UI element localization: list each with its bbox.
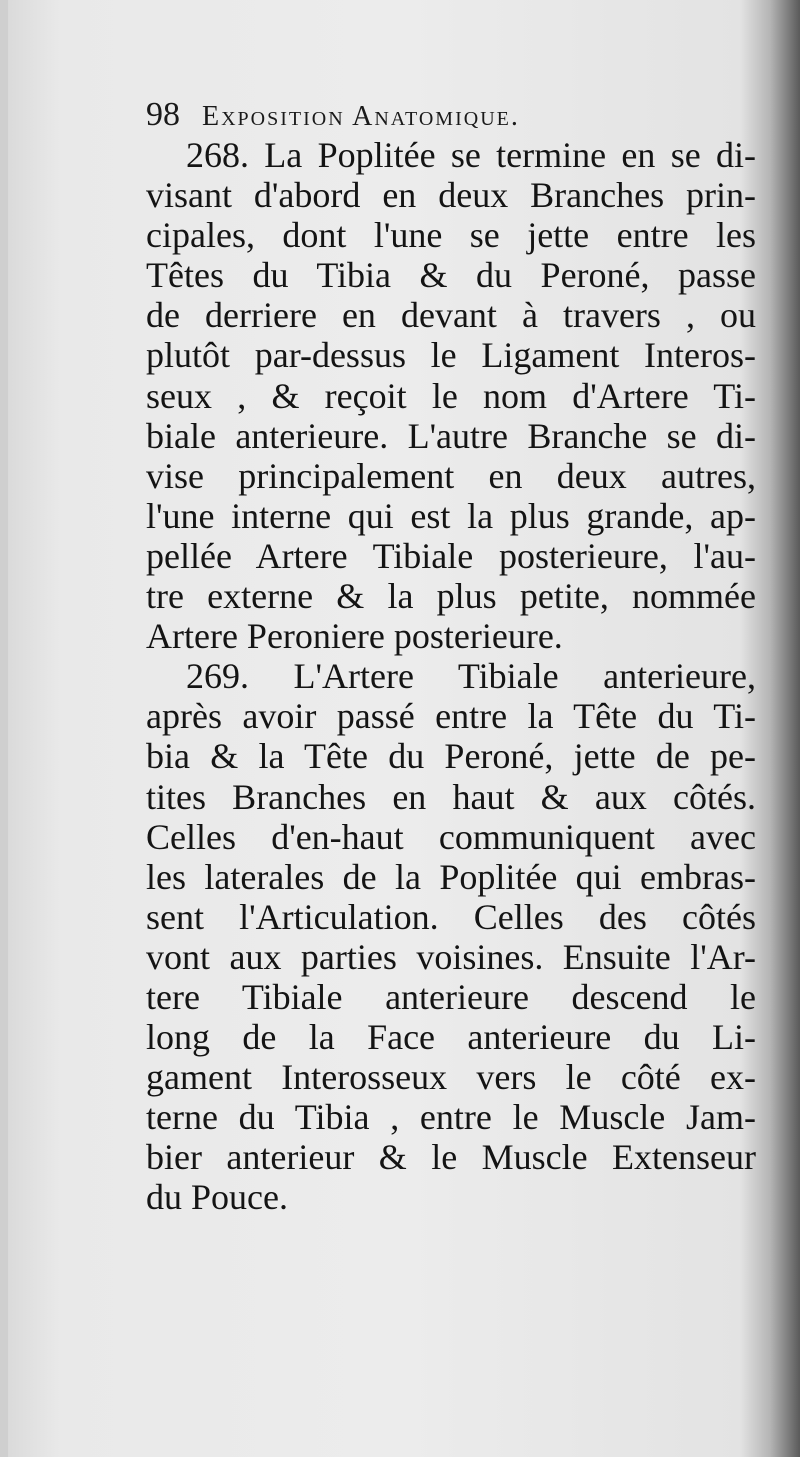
text-line: terne du Tibia , entre le Muscle Jam- — [146, 1097, 756, 1138]
body-text — [146, 135, 756, 1218]
running-title: Exposition Anatomique. — [202, 101, 520, 132]
text-line: de derriere en devant à travers , ou — [146, 295, 756, 336]
text-line: du Pouce. — [146, 1177, 288, 1218]
paragraph-268 — [146, 135, 756, 656]
text-line: gament Interosseux vers le côté ex- — [146, 1057, 756, 1098]
text-line: vise principalement en deux autres, — [146, 455, 756, 496]
text-line: long de la Face anterieure du Li- — [146, 1017, 756, 1058]
text-line: tites Branches en haut & aux côtés. — [146, 776, 756, 817]
text-line: pellée Artere Tibiale posterieure, l'au- — [146, 535, 756, 576]
text-line: cipales, dont l'une se jette entre les — [146, 215, 756, 256]
text-line: 268. La Poplitée se termine en se di- — [186, 135, 756, 175]
text-line: bia & la Tête du Peroné, jette de pe- — [146, 736, 756, 777]
text-line: vont aux parties voisines. Ensuite l'Ar- — [146, 936, 756, 977]
page-number: 98 — [146, 96, 180, 133]
text-line: Celles d'en-haut communiquent avec — [146, 816, 756, 857]
text-line: 269. L'Artere Tibiale anterieure, — [186, 656, 756, 697]
text-line: tere Tibiale anterieure descend le — [146, 976, 756, 1017]
running-header — [146, 96, 756, 136]
text-line: l'une interne qui est la plus grande, ap- — [146, 495, 756, 536]
text-line: bier anterieur & le Muscle Extenseur — [146, 1137, 756, 1178]
paragraph-269 — [146, 656, 756, 1217]
text-line: biale anterieure. L'autre Branche se di- — [146, 415, 756, 456]
text-line: les laterales de la Poplitée qui embras- — [146, 856, 756, 897]
text-line: tre externe & la plus petite, nommée — [146, 576, 756, 617]
text-line: plutôt par-dessus le Ligament Interos- — [146, 335, 756, 376]
text-line: Têtes du Tibia & du Peroné, passe — [146, 255, 756, 296]
text-line: sent l'Articulation. Celles des côtés — [146, 896, 756, 937]
page-edge — [0, 0, 8, 1457]
text-line: visant d'abord en deux Branches prin- — [146, 175, 756, 216]
text-line: seux , & reçoit le nom d'Artere Ti- — [146, 375, 756, 416]
text-line: Artere Peroniere posterieure. — [146, 616, 563, 657]
text-line: après avoir passé entre la Tête du Ti- — [146, 696, 756, 737]
